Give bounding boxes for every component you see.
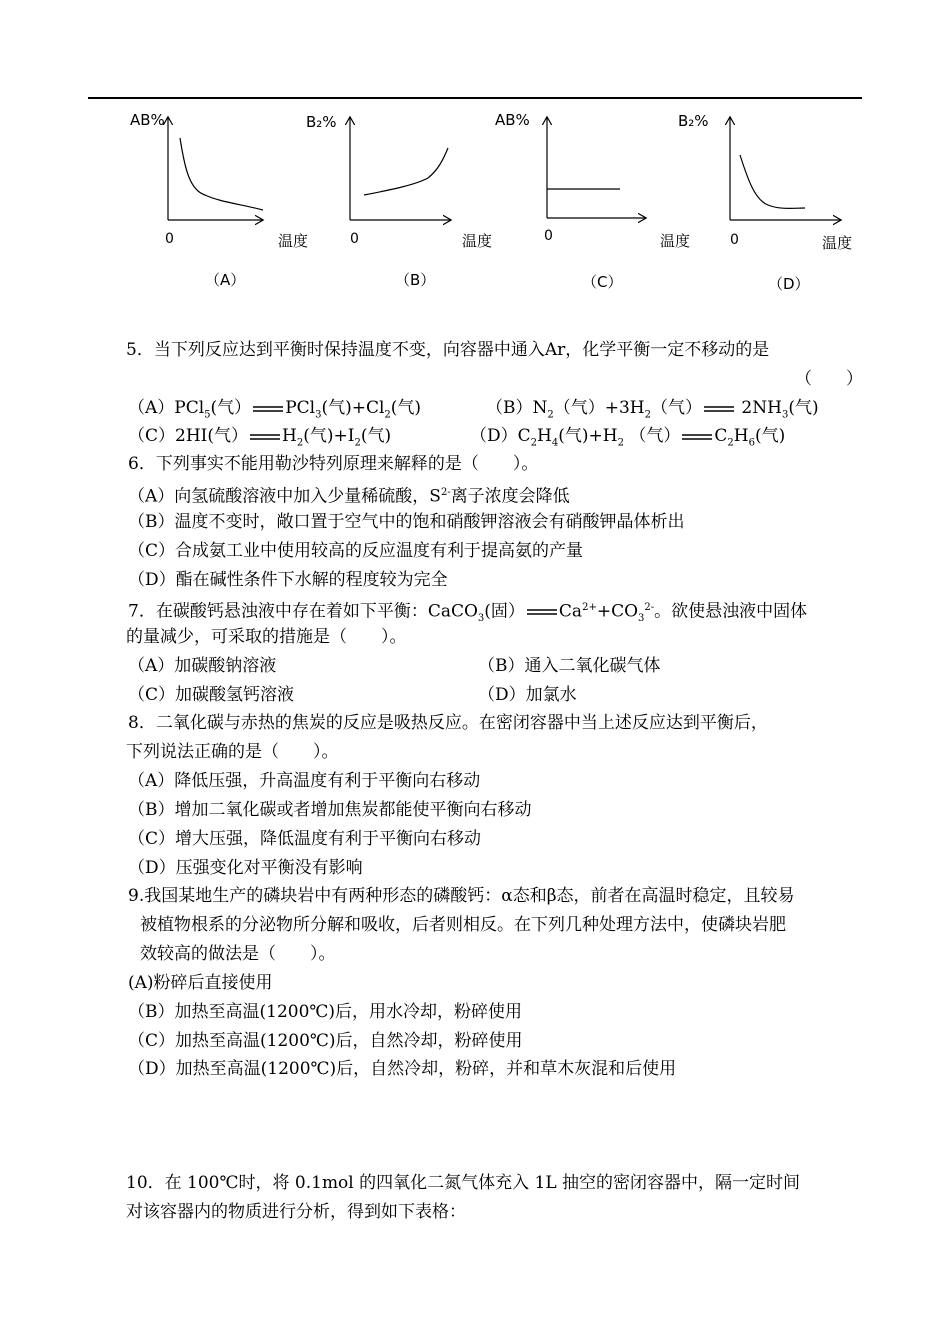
graph-d-origin: 0	[730, 232, 739, 248]
graph-a-curve	[180, 138, 263, 210]
q5-option-c: （C）2HI(气） $H_2$(气)$+I_2$(气)	[128, 426, 392, 449]
q5-option-a: （A）PCl$_5$(气） PCl$_3$(气)$+Cl_2$(气)	[128, 398, 422, 421]
equilibrium-arrow-icon	[704, 405, 734, 413]
graph-a-origin: 0	[165, 231, 174, 247]
q5-answer-paren: （ ）	[795, 369, 863, 389]
q9-option-d: （D）加热至高温(1200℃)后，自然冷却，粉碎，并和草木灰混和后使用	[128, 1059, 677, 1079]
q9-option-c: （C）加热至高温(1200℃)后，自然冷却，粉碎使用	[128, 1031, 523, 1051]
graph-d	[678, 112, 852, 293]
graph-b-xlabel: 温度	[462, 232, 493, 250]
graph-b-ylabel: B₂%	[306, 113, 337, 131]
q6-stem: 6．下列事实不能用勒沙特列原理来解释的是（ ）。	[128, 454, 539, 474]
q9-option-a: (A)粉碎后直接使用	[128, 973, 273, 993]
q9-stem-cont2: 效较高的做法是（ ）。	[140, 944, 336, 964]
q5-option-d: $(D)C_2H_4$(气)$+H_2$ （气） $C_2H_6$(气)	[470, 426, 786, 449]
q6-option-b: （B）温度不变时，敞口置于空气中的饱和硝酸钾溶液会有硝酸钾晶体析出	[128, 512, 685, 532]
graphs-figure	[100, 100, 880, 310]
q8-option-b: （B）增加二氧化碳或者增加焦炭都能使平衡向右移动	[128, 800, 532, 820]
q7-stem: 7．在碳酸钙悬浊液中存在着如下平衡：CaCO$_3$(固） $Ca^{2+}+CO_3^{2-}$。欲使悬浊液中固体	[128, 601, 808, 625]
graph-d-xlabel: 温度	[822, 234, 853, 252]
q10-stem: 10．在 100℃时，将 0.1mol 的四氧化二氮气体充入 1L 抽空的密闭容器中，隔一定时间	[126, 1173, 801, 1193]
q9-option-b: （B）加热至高温(1200℃)后，用水冷却，粉碎使用	[128, 1002, 523, 1022]
q7-option-a: （A）加碳酸钠溶液	[128, 656, 277, 676]
equilibrium-arrow-icon	[682, 433, 712, 441]
q10-stem-cont: 对该容器内的物质进行分析，得到如下表格：	[126, 1202, 466, 1222]
q6-option-c: （C）合成氨工业中使用较高的反应温度有利于提高氨的产量	[128, 541, 584, 561]
graph-c-caption: （C）	[582, 273, 623, 291]
graph-c-origin: 0	[544, 228, 553, 244]
graph-a	[130, 111, 308, 289]
equilibrium-arrow-icon	[250, 433, 280, 441]
equilibrium-arrow-icon	[253, 405, 283, 413]
q7-option-b: （B）通入二氧化碳气体	[478, 656, 661, 676]
q7-stem-cont: 的量减少，可采取的措施是（ ）。	[126, 627, 407, 647]
q7-option-c: （C）加碳酸氢钙溶液	[128, 685, 295, 705]
q9-stem: 9.我国某地生产的磷块岩中有两种形态的磷酸钙：α态和β态，前者在高温时稳定，且较易	[128, 886, 795, 906]
equilibrium-arrow-icon	[527, 608, 557, 616]
graph-b-caption: （B）	[395, 271, 436, 289]
q6-option-d: （D）酯在碱性条件下水解的程度较为完全	[128, 570, 448, 590]
q5-option-b: $(B)N_2$（气）$+3H_2$（气） $2NH_3$(气)	[486, 398, 819, 421]
graph-c	[495, 111, 690, 291]
q8-option-d: （D）压强变化对平衡没有影响	[128, 858, 363, 878]
graph-c-ylabel: AB%	[495, 111, 530, 129]
graph-a-xlabel: 温度	[278, 232, 309, 250]
graph-a-caption: （A）	[205, 271, 246, 289]
graph-c-xlabel: 温度	[660, 232, 691, 250]
q8-option-c: （C）增大压强，降低温度有利于平衡向右移动	[128, 829, 482, 849]
graph-b	[306, 113, 492, 289]
q7-option-d: （D）加氯水	[478, 685, 577, 705]
q6-option-a: （A）向氢硫酸溶液中加入少量稀硫酸，$S^{2-}$离子浓度会降低	[128, 486, 570, 507]
q5-stem: 5．当下列反应达到平衡时保持温度不变，向容器中通入Ar，化学平衡一定不移动的是	[126, 340, 770, 360]
graph-d-caption: （D）	[768, 275, 810, 293]
q8-option-a: （A）降低压强，升高温度有利于平衡向右移动	[128, 771, 481, 791]
graph-d-ylabel: B₂%	[678, 112, 709, 130]
graph-b-origin: 0	[350, 231, 359, 247]
graph-b-curve	[364, 148, 448, 195]
q8-stem: 8．二氧化碳与赤热的焦炭的反应是吸热反应。在密闭容器中当上述反应达到平衡后，	[128, 713, 768, 733]
header-rule	[88, 97, 862, 99]
graph-a-ylabel: AB%	[130, 111, 165, 129]
q9-stem-cont: 被植物根系的分泌物所分解和吸收，后者则相反。在下列几种处理方法中，使磷块岩肥	[140, 915, 786, 935]
graph-d-curve	[740, 155, 805, 208]
q8-stem-cont: 下列说法正确的是（ ）。	[126, 742, 339, 762]
